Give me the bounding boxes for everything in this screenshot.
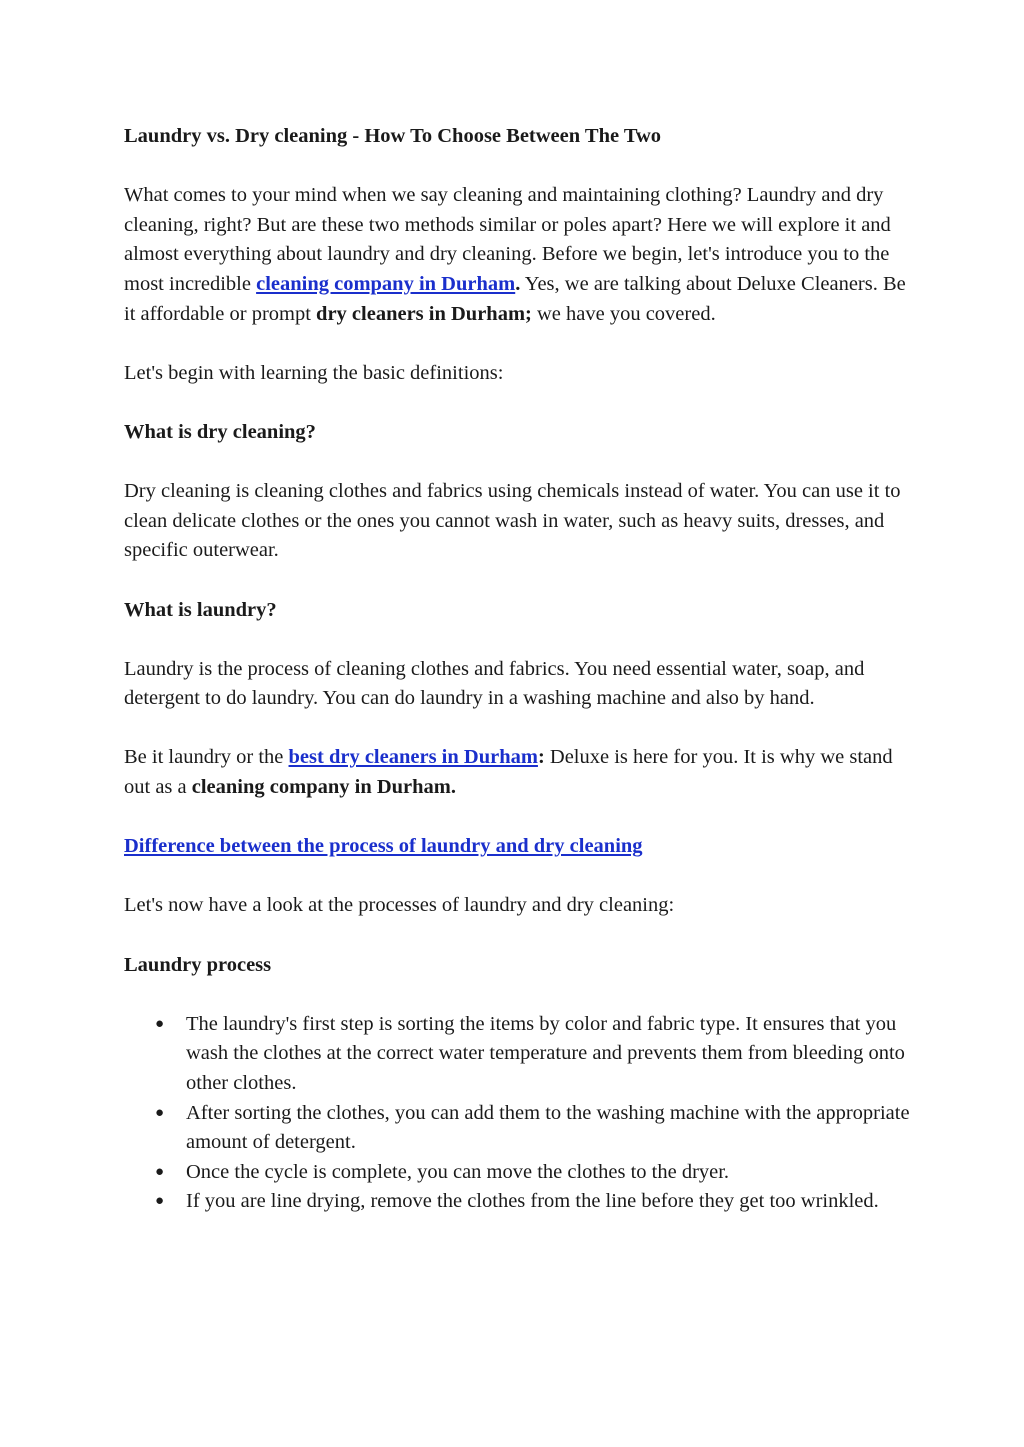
list-item	[124, 1099, 914, 1158]
difference-paragraph	[124, 832, 914, 862]
intro-text-1: What comes to your mind when we say cleaning and maintaining clothing? Laundry and dry cleaning, right? But are these two methods similar or poles apart? Here we will explore it and almost everything about laundry and dry cleaning. Before we begin, let's introduce you to the most incredible	[124, 184, 891, 295]
bullet-icon: ●	[155, 1193, 165, 1210]
document-title: Laundry vs. Dry cleaning - How To Choose Between The Two	[124, 125, 662, 147]
deluxe-paragraph	[124, 743, 914, 802]
list-item-text: The laundry's first step is sorting the items by color and fabric type. It ensures that you wash the clothes at the correct water temperature and prevents them from bleeding onto other clothes.	[186, 1012, 905, 1094]
laundry-process-heading: Laundry process	[124, 953, 272, 976]
intro-paragraph	[124, 181, 914, 329]
deluxe-bold-company: cleaning company in Durham.	[191, 776, 456, 799]
bullet-icon: ●	[155, 1104, 165, 1121]
list-item-text: Once the cycle is complete, you can move the clothes to the dryer.	[186, 1160, 730, 1183]
list-item	[124, 1158, 914, 1188]
intro-bold-dry-cleaners: dry cleaners in Durham;	[316, 302, 532, 325]
best-dry-cleaners-durham-link[interactable]: best dry cleaners in Durham	[288, 746, 538, 769]
deluxe-text-1: Be it laundry or the	[124, 746, 289, 769]
intro-text-2: Yes, we are talking about Deluxe Cleaners. Be it affordable or prompt	[124, 272, 906, 325]
deluxe-bold-colon: :	[537, 746, 545, 769]
laundry-process-list	[124, 1010, 914, 1217]
dry-cleaning-heading: What is dry cleaning?	[124, 420, 316, 443]
difference-link[interactable]: Difference between the process of laundry and dry cleaning	[124, 835, 643, 858]
intro-text-3: we have you covered.	[531, 302, 716, 325]
processes-lead: Let's now have a look at the processes of laundry and dry cleaning:	[124, 894, 675, 917]
list-item	[124, 1187, 914, 1217]
laundry-heading: What is laundry?	[124, 598, 277, 621]
dry-cleaning-paragraph: Dry cleaning is cleaning clothes and fabrics using chemicals instead of water. You can use it to clean delicate clothes or the ones you cannot wash in water, such as heavy suits, dresses, and specific outerwear.	[124, 480, 901, 562]
deluxe-text-2: Deluxe is here for you. It is why we stand out as a	[124, 746, 893, 799]
intro-bold-period: .	[515, 272, 521, 295]
bullet-icon: ●	[155, 1015, 165, 1032]
list-item	[124, 1010, 914, 1099]
laundry-paragraph: Laundry is the process of cleaning clothes and fabrics. You need essential water, soap, and detergent to do laundry. You can do laundry in a washing machine and also by hand.	[124, 657, 865, 710]
cleaning-company-durham-link[interactable]: cleaning company in Durham	[256, 272, 516, 295]
bullet-icon: ●	[155, 1163, 165, 1180]
document-page	[124, 122, 914, 1217]
definitions-lead: Let's begin with learning the basic definitions:	[124, 361, 504, 384]
list-item-text: After sorting the clothes, you can add them to the washing machine with the appropriate amount of detergent.	[186, 1101, 910, 1154]
list-item-text: If you are line drying, remove the clothes from the line before they get too wrinkled.	[186, 1190, 879, 1213]
